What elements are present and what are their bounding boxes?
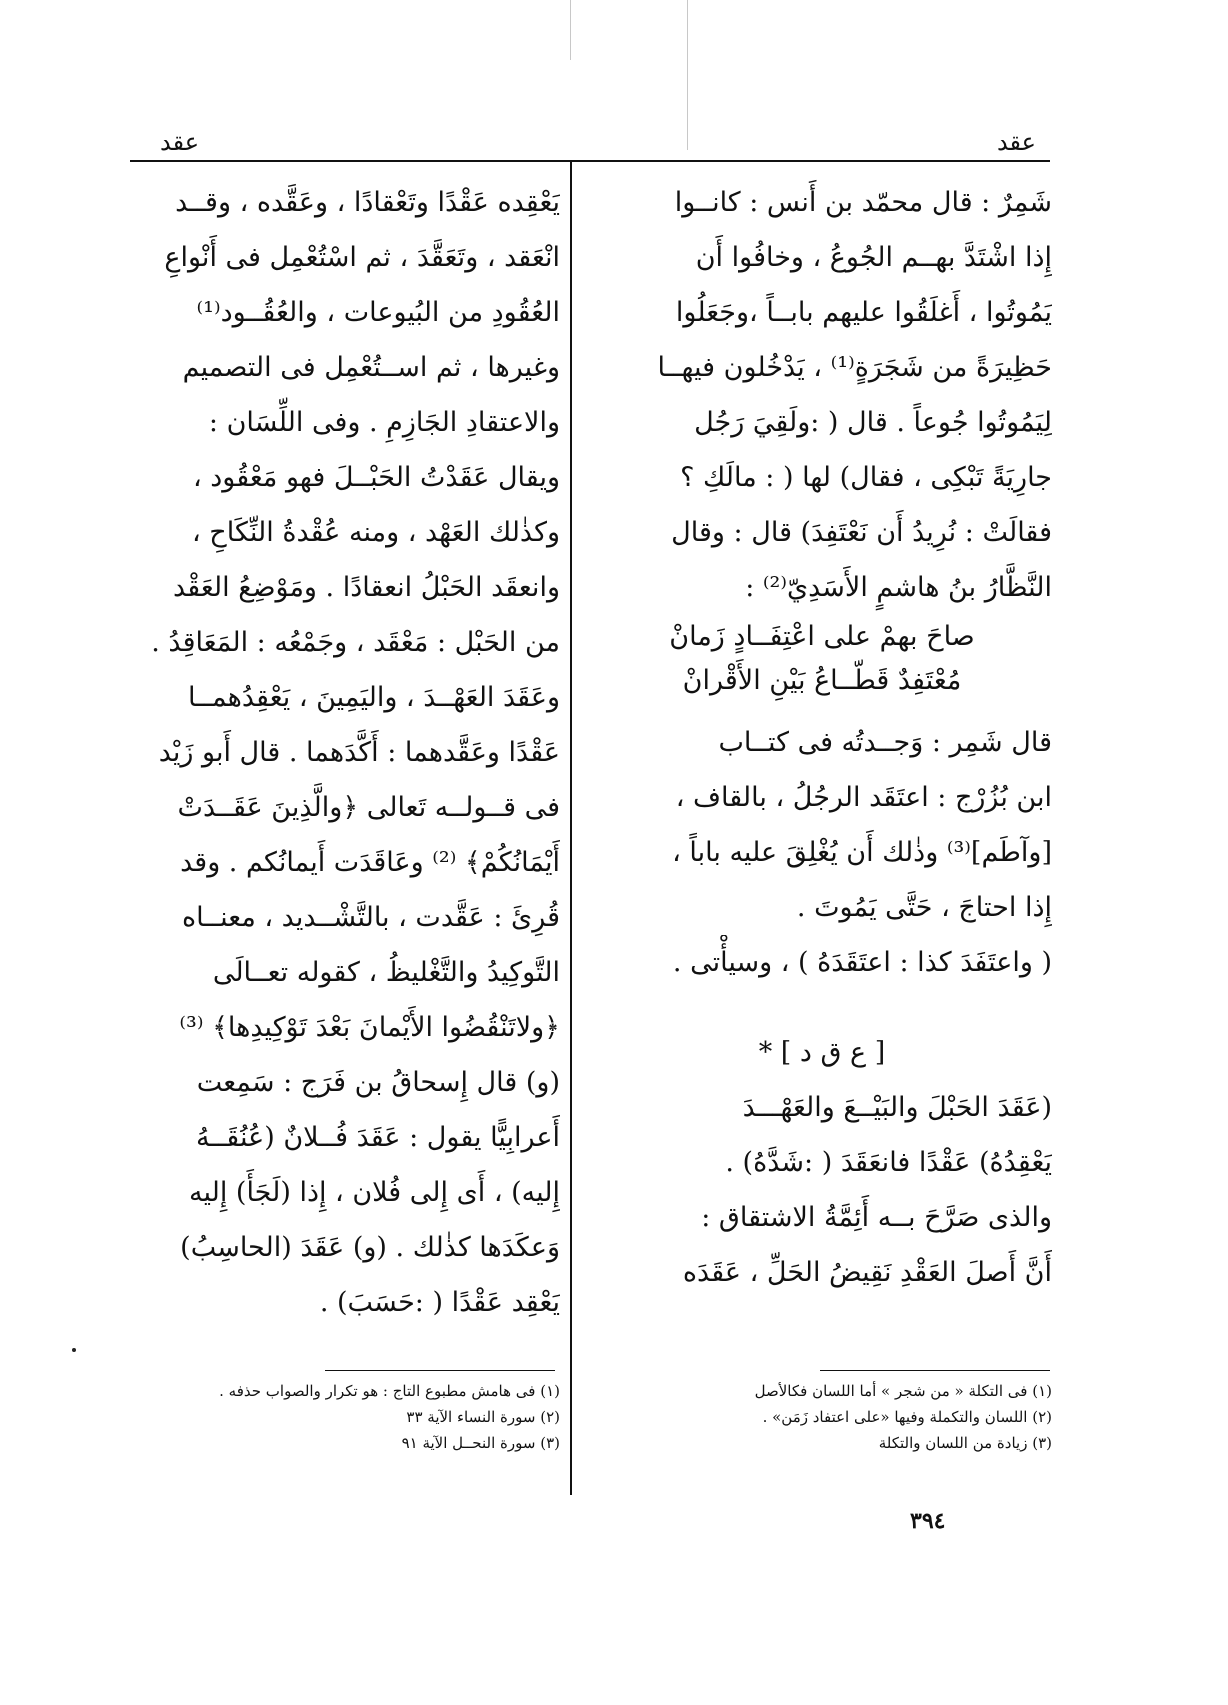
scan-artifact-line <box>570 0 571 60</box>
footnotes-right <box>592 1378 1052 1456</box>
verse-line: مُعْتَفِدٌ قَطَّــاعُ بَيْنِ الأَقْرانْ <box>682 665 962 696</box>
text-line: قُرِئَ : عَقَّدت ، بالتَّشْــديد ، معنــاه <box>181 902 560 933</box>
scan-artifact-line <box>687 0 688 150</box>
text-line: حَظِيرَةً من شَجَرَةٍ⁽¹⁾ ، يَدْخُلون فيهــا <box>657 352 1052 383</box>
footnote: (٣) زيادة من اللسان والتكلة <box>878 1434 1052 1452</box>
page-number: ٣٩٤ <box>910 1508 946 1534</box>
text-line: ويقال عَقَدْتُ الحَبْــلَ فهو مَعْقُود ، <box>192 462 560 493</box>
text-line: العُقُودِ من البُيوعات ، والعُقُــود⁽¹⁾ <box>196 297 560 328</box>
text-line: ( واعتَفَدَ كذا : اعتَقَدَهُ ) ، وسيأْتى . <box>672 947 1052 978</box>
root-heading: [ ع ق د ] * <box>758 1037 886 1068</box>
right-column <box>592 175 1052 1300</box>
text-line: انْعَقد ، وتَعَقَّدَ ، ثم اسْتُعْمِل فى أَنْواعِ <box>164 242 560 273</box>
footnotes-left <box>118 1378 560 1456</box>
text-line: ابن بُزُرْج : اعتَقَد الرجُلُ ، بالقاف ، <box>675 782 1052 813</box>
header-rule <box>130 160 1050 162</box>
text-line: فقالَتْ : نُرِيدُ أَن نَعْتَفِدَ) قال : وقال <box>671 517 1052 548</box>
text-line: (و) قال إِسحاقُ بن فَرَج : سَمِعت <box>196 1067 560 1098</box>
text-line: ﴿ولاتَنْقُضُوا الأَيْمانَ بَعْدَ تَوْكِيدِها﴾ ⁽³⁾ <box>179 1012 560 1043</box>
text-line: والاعتقادِ الجَازِمِ . وفى اللِّسَان : <box>208 407 560 438</box>
text-line: وانعقَد الحَبْلُ انعقادًا . ومَوْضِعُ العَقْد <box>173 572 560 603</box>
spacer <box>592 990 1052 1025</box>
text-line: أَيْمَانُكُمْ﴾ ⁽²⁾ وعَاقَدَت أَيمانُكم . وقد <box>180 847 560 878</box>
text-line: إِذا اشْتَدَّ بهــم الجُوعُ ، وخافُوا أَن <box>695 242 1052 273</box>
text-line: عَقْدًا وعَقَّدهما : أَكَّدَهما . قال أَبو زَيْد <box>158 737 560 768</box>
text-line: وغيرها ، ثم اســتُعْمِل فى التصميم <box>182 352 560 383</box>
text-line: [وآطَم]⁽³⁾ وذٰلك أَن يُغْلِقَ عليه باباً ، <box>672 837 1052 868</box>
text-line: قال شَمِر : وَجــدتُه فى كتــاب <box>718 727 1052 758</box>
footnote: (١) فى هامش مطبوع التاج : هو تكرار والصواب حذفه . <box>219 1382 560 1400</box>
column-divider <box>570 160 572 1495</box>
text-line: يَمُوتُوا ، أَغلَقُوا عليهم بابــاً ،وجَعَلُوا <box>675 297 1052 328</box>
text-line: جارِيَةً تَبْكِى ، فقال) لها ( : مالَكِ ؟ <box>680 462 1052 493</box>
text-line: وَعكَدَها كذٰلك . (و) عَقَدَ (الحاسِبُ) <box>180 1232 560 1263</box>
text-line: والذى صَرَّحَ بــه أَئِمَّةُ الاشتقاق : <box>701 1202 1052 1233</box>
header-right-word: عقد <box>996 128 1036 156</box>
text-line: لِيَمُوتُوا جُوعاً . قال ( :ولَقِيَ رَجُل <box>694 407 1052 438</box>
verse-line: صاحَ بهمْ على اعْتِفَــادٍ زَمانْ <box>669 621 975 652</box>
text-line: وكذٰلك العَهْد ، ومنه عُقْدةُ النِّكَاحِ ، <box>192 517 560 548</box>
text-line: من الحَبْل : مَعْقَد ، وجَمْعُه : المَعَاقِدُ . <box>151 627 560 658</box>
text-line: النَّظَّارُ بنُ هاشمٍ الأَسَدِيّ⁽²⁾ : <box>745 572 1052 603</box>
footnote: (١) فى التكلة « من شجر » أما اللسان فكالأصل <box>754 1382 1052 1400</box>
text-line: شَمِرٌ : قال محمّد بن أَنس : كانــوا <box>674 187 1052 218</box>
footnote-rule <box>325 1370 555 1371</box>
text-line: يَعْقِد عَقْدًا ( :حَسَبَ) . <box>319 1287 560 1318</box>
footnote: (٣) سورة النحــل الآية ٩١ <box>401 1434 560 1452</box>
footnote-rule <box>820 1370 1050 1371</box>
text-line: أَعرابِيًّا يقول : عَقَدَ فُــلانٌ (عُنُقَــهُ <box>196 1122 560 1153</box>
header-left-word: عقد <box>160 128 200 156</box>
footnote: (٢) اللسان والتكملة وفيها «على اعتفاد زَمَن» . <box>762 1408 1052 1426</box>
text-line: إِليه) ، أَى إِلى فُلان ، إِذا (لَجَأَ) إِليه <box>188 1177 560 1208</box>
text-line: يَعْقِده عَقْدًا وتَعْقادًا ، وعَقَّده ، وقــد <box>175 187 560 218</box>
text-line: أَنَّ أَصلَ العَقْدِ نَقِيضُ الحَلِّ ، عَقَدَه <box>682 1257 1052 1288</box>
text-line: وعَقَدَ العَهْــدَ ، واليَمِينَ ، يَعْقِدُهمــا <box>187 682 560 713</box>
scan-speck <box>72 1348 76 1352</box>
left-column <box>118 175 560 1330</box>
text-line: (عَقَدَ الحَبْلَ والبَيْــعَ والعَهْـــدَ <box>742 1092 1052 1123</box>
text-line: يَعْقِدُهُ) عَقْدًا فانعَقَدَ ( :شَدَّهُ) . <box>725 1147 1052 1178</box>
footnote: (٢) سورة النساء الآية ٣٣ <box>406 1408 560 1426</box>
text-line: إِذا احتاجَ ، حَتَّى يَمُوتَ . <box>796 892 1052 923</box>
text-line: التَّوكِيدُ والتَّغْليظُ ، كقوله تعــالَى <box>212 957 560 988</box>
text-line: فى قــولــه تَعالى ﴿والَّذِينَ عَقَــدَتْ <box>177 792 560 823</box>
